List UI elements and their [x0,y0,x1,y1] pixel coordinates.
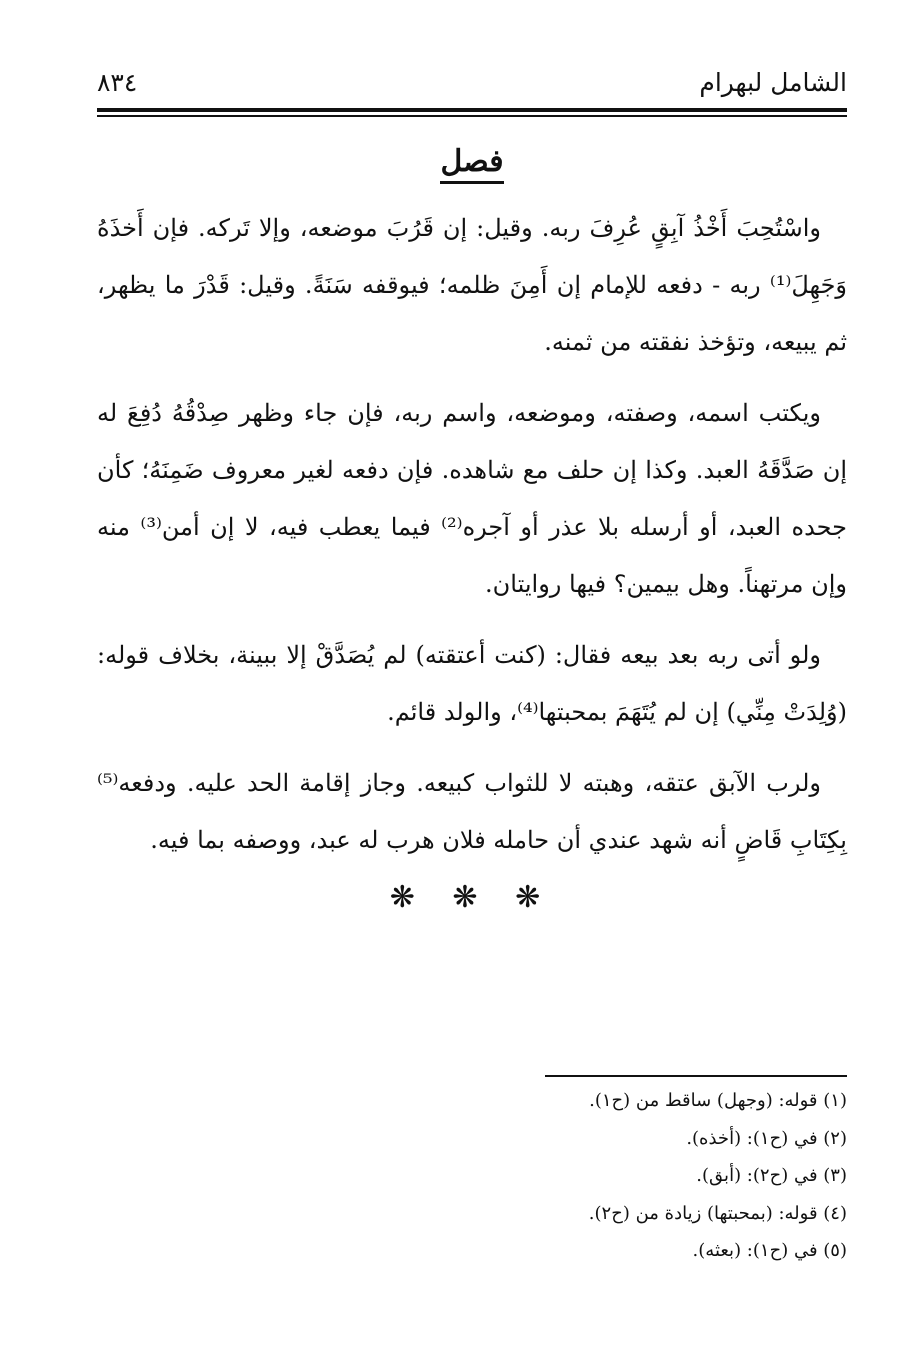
body-text [97,200,847,869]
section-heading [97,142,847,182]
section-title: فصل [440,144,503,184]
page-number: ٨٣٤ [97,67,138,97]
footnote: (٤) قوله: (بمحبتها) زيادة من (ح٢). [588,1202,847,1224]
running-head [97,62,847,102]
section-end-ornament: ❋ ❋ ❋ [389,880,555,915]
paragraph: واسْتُحِبَ أَخْذُ آبِقٍ عُرِفَ ربه. وقيل: إن قَرُبَ موضعه، وإلا تَركه. فإن أَخذَهُ وَجَهِلَ⁽¹⁾ ربه - دفعه للإمام إن أَمِنَ ظلمه؛ فيوقفه سَنَةً. وقيل: قَدْرَ ما يظهر، ثم يبيعه، وتؤخذ نفقته من ثمنه. [97,214,847,356]
footnote: (٣) في (ح٢): (أبق). [696,1165,847,1186]
footnote-rule [545,1075,847,1077]
paragraph: ولو أتى ربه بعد بيعه فقال: (كنت أعتقته) لم يُصَدَّقْ إلا ببينة، بخلاف قوله: (وُلِدَتْ مِنِّي) إن لم يُتَهَمَ بمحبتها⁽⁴⁾، والولد قائم. [97,641,847,726]
header-rule-thick [97,108,847,112]
book-title: الشامل لبهرام [699,67,847,97]
footnote: (٥) في (ح١): (بعثه). [692,1240,847,1261]
header-rule-thin [97,115,847,117]
paragraph: ولرب الآبق عتقه، وهبته لا للثواب كبيعه. وجاز إقامة الحد عليه. ودفعه⁽⁵⁾ بِكِتَابِ قَاضٍ أنه شهد عندي أن حامله فلان هرب له عبد، ووصفه بما فيه. [97,769,847,854]
footnote: (١) قوله: (وجهل) ساقط من (ح١). [589,1090,847,1111]
footnote: (٢) في (ح١): (أخذه). [686,1127,847,1149]
paragraph: ويكتب اسمه، وصفته، وموضعه، واسم ربه، فإن جاء وظهر صِدْقُهُ دُفِعَ له إن صَدَّقَهُ العبد. وكذا إن حلف مع شاهده. فإن دفعه لغير معروف ضَمِنَهُ؛ كأن جحده العبد، أو أرسله بلا عذر أو آجره⁽²⁾ فيما يعطب فيه، لا إن أمن⁽³⁾ منه وإن مرتهناً. وهل بيمين؟ فيها روايتان. [97,399,847,598]
footnotes [97,1082,847,1270]
